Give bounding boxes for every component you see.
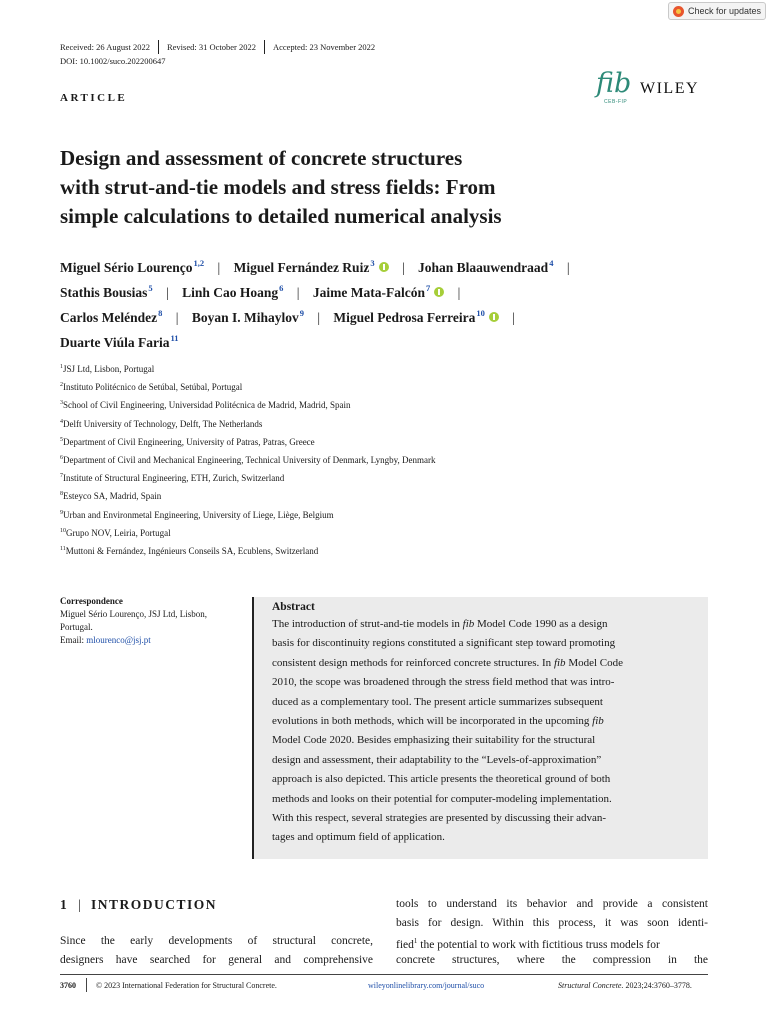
- affiliation-number: 8: [60, 491, 63, 498]
- abstract-line: With this respect, several strategies are presented by discussing their advan-: [272, 811, 607, 824]
- citation: [558, 981, 692, 990]
- author-separator: |: [512, 310, 515, 325]
- orcid-icon[interactable]: [489, 312, 499, 322]
- author-affiliation-ref[interactable]: 3: [370, 258, 375, 268]
- affiliation: [60, 455, 720, 473]
- accepted-date: Accepted: 23 November 2022: [272, 42, 376, 52]
- author-separator: |: [401, 260, 405, 275]
- abstract-line: tages and optimum field of application.: [272, 831, 445, 844]
- journal-name: Structural Concrete.: [558, 981, 624, 990]
- abstract-line: evolutions in both methods, which will be incorporated in the upcoming fib: [272, 714, 604, 727]
- author-affiliation-ref[interactable]: 5: [148, 283, 153, 293]
- affiliation-text: Esteyco SA, Madrid, Spain: [63, 491, 162, 502]
- affiliation-number: 4: [60, 418, 63, 425]
- abstract-line: 2010, the scope was broadened through the stress field method that was intro-: [272, 676, 615, 689]
- author-affiliation-ref[interactable]: 1,2: [193, 258, 205, 268]
- affiliation-text: Muttoni & Fernández, Ingénieurs Conseils SA, Ecublens, Switzerland: [65, 545, 319, 556]
- author-name[interactable]: Miguel Fernández Ruiz: [233, 260, 370, 275]
- author-name[interactable]: Johan Blaauwendraad: [418, 260, 549, 275]
- fib-logo-subtext: CEB-FIP: [604, 99, 628, 105]
- author-name[interactable]: Linh Cao Hoang: [182, 285, 279, 300]
- body-line: Since the early developments of structural concrete,: [60, 935, 373, 947]
- footer-rule: [60, 974, 708, 975]
- affiliation-text: Instituto Politécnico de Setúbal, Setúbal, Portugal: [63, 382, 243, 393]
- title-line: with strut-and-tie models and stress fields: From: [60, 175, 496, 199]
- body-text: fied: [396, 939, 414, 951]
- correspondence-address: Portugal.: [60, 622, 93, 632]
- affiliation: [60, 473, 720, 491]
- author-separator: |: [296, 285, 300, 300]
- citation-details: 2023;24:3760–3778.: [623, 981, 692, 990]
- author-name[interactable]: Carlos Meléndez: [60, 310, 158, 325]
- affiliation-number: 9: [60, 509, 63, 516]
- check-for-updates-button[interactable]: [668, 2, 766, 20]
- affiliation-text: Urban and Environmetal Engineering, University of Liege, Liège, Belgium: [63, 509, 334, 520]
- author-name[interactable]: Miguel Sério Lourenço: [60, 260, 193, 275]
- affiliation-number: 2: [60, 382, 63, 389]
- author-line: [60, 283, 720, 308]
- affiliation: [60, 382, 720, 400]
- correspondence-address: Miguel Sério Lourenço, JSJ Ltd, Lisbon,: [60, 609, 207, 619]
- section-separator: |: [78, 897, 81, 912]
- author-affiliation-ref[interactable]: 8: [158, 308, 163, 318]
- affiliation-text: JSJ Ltd, Lisbon, Portugal: [63, 364, 155, 374]
- page-number: 3760: [60, 981, 76, 990]
- email-label: Email:: [60, 635, 87, 645]
- orcid-icon[interactable]: [434, 287, 444, 297]
- copyright: © 2023 International Federation for Structural Concrete.: [96, 981, 277, 990]
- received-date: Received: 26 August 2022: [60, 42, 150, 52]
- affiliation: [60, 400, 720, 418]
- journal-link[interactable]: wileyonlinelibrary.com/journal/suco: [368, 981, 485, 990]
- affiliation: [60, 437, 720, 455]
- check-for-updates-label: Check for updates: [688, 6, 762, 16]
- author-separator: |: [317, 310, 321, 325]
- title-line: simple calculations to detailed numerical analysis: [60, 204, 502, 228]
- affiliation-text: School of Civil Engineering, Universidad Politécnica de Madrid, Madrid, Spain: [63, 400, 351, 411]
- author-name[interactable]: Boyan I. Mihaylov: [191, 310, 299, 325]
- affiliation: [60, 528, 720, 546]
- affiliation-text: Department of Civil Engineering, University of Patras, Patras, Greece: [63, 436, 315, 447]
- abstract-box: [252, 597, 708, 859]
- author-name[interactable]: Miguel Pedrosa Ferreira: [333, 310, 476, 325]
- affiliation-number: 6: [60, 454, 63, 461]
- title-line: Design and assessment of concrete structures: [60, 146, 463, 170]
- author-line: [60, 258, 720, 283]
- affiliation-text: Grupo NOV, Leiria, Portugal: [66, 527, 171, 538]
- affiliation-number: 10: [60, 527, 66, 534]
- affiliation-text: Institute of Structural Engineering, ETH, Zurich, Switzerland: [63, 473, 285, 484]
- author-line: [60, 333, 720, 358]
- abstract-line: duced as a complementary tool. The present article summarizes subsequent: [272, 695, 603, 708]
- affiliation: [60, 419, 720, 437]
- affiliation-number: 7: [60, 473, 63, 480]
- section-title: INTRODUCTION: [90, 897, 217, 912]
- history-dates: [60, 40, 375, 54]
- article-type-label: ARTICLE: [60, 92, 128, 104]
- affiliation: [60, 510, 720, 528]
- divider: [264, 40, 265, 54]
- author-affiliation-ref[interactable]: 11: [170, 333, 179, 343]
- body-line: designers have searched for general and comprehensive: [60, 953, 373, 966]
- abstract-line: consistent design methods for reinforced concrete structures. In fib Model Code: [272, 656, 624, 669]
- abstract-line: basis for discontinuity regions constituted a significant step toward promoting: [272, 637, 616, 650]
- doi[interactable]: DOI: 10.1002/suco.202200647: [60, 56, 166, 66]
- author-affiliation-ref[interactable]: 7: [425, 283, 431, 293]
- abstract-line: Model Code 2020. Besides emphasizing their suitability for the structural: [272, 734, 596, 747]
- revised-date: Revised: 31 October 2022: [166, 42, 256, 52]
- author-separator: |: [217, 260, 221, 275]
- author-name[interactable]: Duarte Viúla Faria: [60, 335, 170, 350]
- email-link[interactable]: mlourenco@jsj.pt: [86, 635, 151, 645]
- abstract-line: The introduction of strut-and-tie models in fib Model Code 1990 as a design: [272, 618, 608, 630]
- affiliation-text: Delft University of Technology, Delft, The Netherlands: [63, 418, 263, 429]
- crossmark-icon: [673, 6, 684, 17]
- abstract-line: methods and looks on their potential for computer-modeling implementation.: [272, 792, 612, 805]
- abstract-line: approach is also depicted. This article presents the theoretical ground of both: [272, 773, 611, 786]
- author-affiliation-ref[interactable]: 9: [299, 308, 304, 318]
- body-line: [396, 932, 708, 951]
- author-affiliation-ref[interactable]: 6: [279, 283, 284, 293]
- correspondence: [60, 595, 250, 647]
- fib-logo: [596, 70, 632, 106]
- affiliation-number: 3: [60, 400, 63, 407]
- author-affiliation-ref[interactable]: 4: [549, 258, 554, 268]
- affiliation-list: [60, 364, 720, 564]
- divider: [158, 40, 159, 54]
- affiliation: [60, 546, 720, 564]
- body-text: the potential to work with fictitious truss models for: [417, 939, 660, 951]
- body-right-column: [396, 895, 708, 969]
- section-heading-introduction: [60, 897, 217, 913]
- abstract-heading: Abstract: [272, 601, 315, 613]
- author-separator: |: [166, 285, 169, 300]
- wiley-logo: WILEY: [640, 80, 700, 97]
- affiliation-number: 11: [60, 545, 66, 552]
- author-list: [60, 258, 720, 358]
- orcid-icon[interactable]: [379, 262, 389, 272]
- reference-link[interactable]: 1: [413, 937, 418, 945]
- body-line: tools to understand its behavior and provide a consistent: [396, 898, 708, 910]
- correspondence-email-line: [60, 634, 250, 647]
- section-number: 1: [60, 897, 69, 912]
- author-line: [60, 308, 720, 333]
- body-line: concrete structures, where the compression in the: [396, 953, 708, 966]
- affiliation-number: 5: [60, 436, 63, 443]
- affiliation-text: Department of Civil and Mechanical Engineering, Technical University of Denmark, Lyngby, Denmark: [63, 454, 436, 465]
- body-line: basis for design. Within this process, it was soon identi-: [396, 916, 708, 929]
- affiliation: [60, 364, 720, 382]
- author-separator: |: [175, 310, 179, 325]
- footer-divider: [86, 978, 87, 992]
- correspondence-heading: Correspondence: [60, 596, 123, 606]
- abstract-line: design and assessment, their adaptability to the “Levels-of-approximation”: [272, 753, 602, 766]
- body-left-column: [60, 932, 373, 969]
- author-separator: |: [566, 260, 570, 275]
- author-separator: |: [457, 285, 461, 300]
- affiliation-number: 1: [60, 364, 63, 370]
- author-name[interactable]: Stathis Bousias: [60, 285, 148, 300]
- affiliation: [60, 491, 720, 509]
- article-title: [60, 144, 660, 231]
- author-affiliation-ref[interactable]: 10: [476, 308, 485, 318]
- author-name[interactable]: Jaime Mata-Falcón: [312, 285, 425, 300]
- fib-logo-text: fib: [596, 68, 632, 99]
